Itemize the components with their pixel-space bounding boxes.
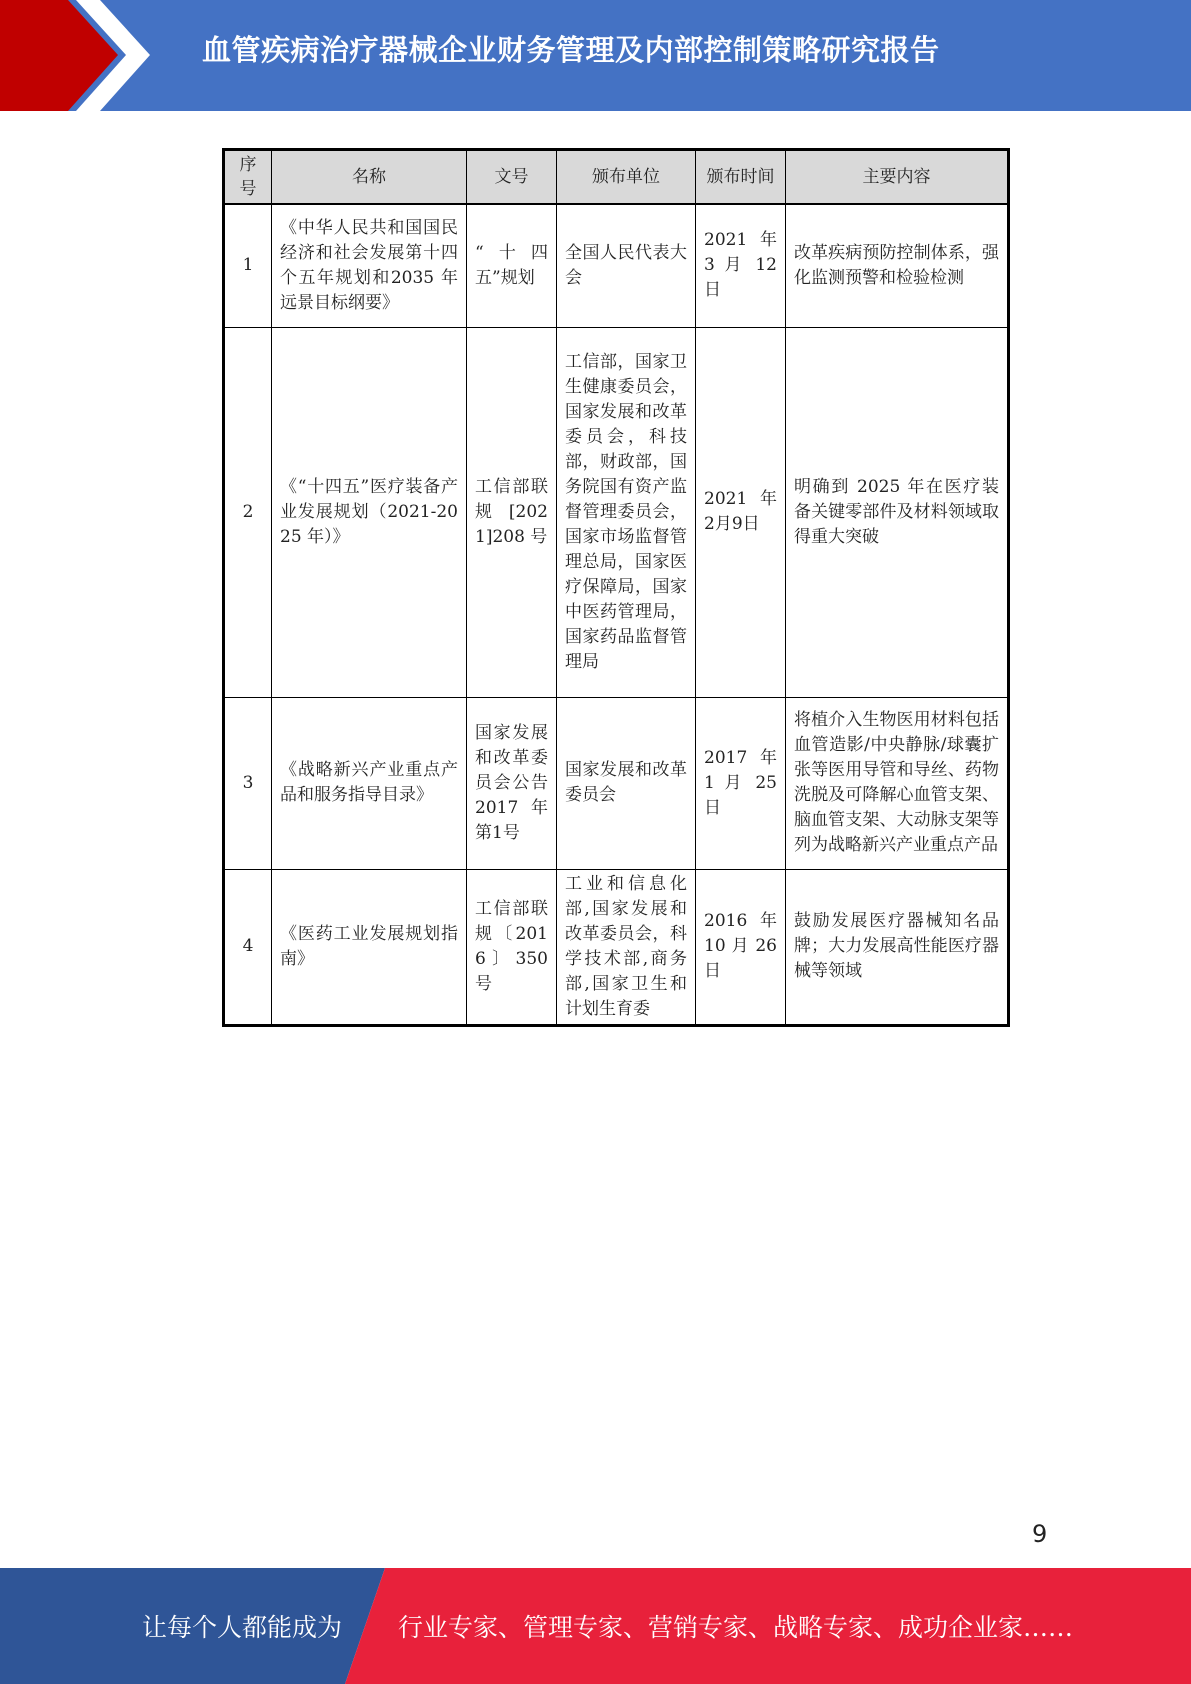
cell-date: 2016 年 10 月 26 日: [696, 869, 786, 1025]
cell-content: 明确到 2025 年在医疗装备关键零部件及材料领域取得重大突破: [786, 327, 1009, 697]
header-index: 序号: [224, 150, 272, 205]
header-name: 名称: [272, 150, 467, 205]
cell-issuer: 工信部，国家卫生健康委员会，国家发展和改革委员会，科技部，财政部，国务院国有资产监督管理委员会，国家市场监督管理总局，国家医疗保障局，国家中医药管理局，国家药品监督管理局: [557, 327, 696, 697]
cell-date: 2021 年 3 月 12 日: [696, 204, 786, 327]
footer-slogan-right: 行业专家、管理专家、营销专家、战略专家、成功企业家……: [398, 1613, 1074, 1642]
cell-index: 2: [224, 327, 272, 697]
policy-table-container: [222, 148, 1007, 1027]
report-title: 血管疾病治疗器械企业财务管理及内部控制策略研究报告: [202, 33, 940, 67]
footer-slogan-left: 让每个人都能成为: [142, 1613, 343, 1642]
header-issuer: 颁布单位: [557, 150, 696, 205]
table-row: [224, 204, 1009, 327]
cell-issuer: 全国人民代表大会: [557, 204, 696, 327]
page-number: 9: [1032, 1520, 1048, 1548]
table-row: [224, 697, 1009, 869]
cell-date: 2017 年 1 月 25 日: [696, 697, 786, 869]
cell-issuer: 工业和信息化部,国家发展和改革委员会，科学技术部,商务部,国家卫生和计划生育委: [557, 869, 696, 1025]
cell-doc-no: 国家发展和改革委员会公告 2017 年第1号: [467, 697, 557, 869]
cell-name: 《中华人民共和国国民经济和社会发展第十四个五年规划和2035 年远景目标纲要》: [272, 204, 467, 327]
cell-content: 改革疾病预防控制体系，强化监测预警和检验检测: [786, 204, 1009, 327]
cell-doc-no: “十四五”规划: [467, 204, 557, 327]
cell-name: 《“十四五”医疗装备产业发展规划（2021-2025 年）》: [272, 327, 467, 697]
header-banner: [0, 0, 1191, 111]
cell-issuer: 国家发展和改革委员会: [557, 697, 696, 869]
cell-doc-no: 工信部联规〔2016〕350 号: [467, 869, 557, 1025]
cell-content: 鼓励发展医疗器械知名品牌；大力发展高性能医疗器械等领域: [786, 869, 1009, 1025]
footer-banner: [0, 1568, 1191, 1684]
cell-name: 《战略新兴产业重点产品和服务指导目录》: [272, 697, 467, 869]
cell-content: 将植介入生物医用材料包括血管造影/中央静脉/球囊扩张等医用导管和导丝、药物洗脱及可降解心血管支架、脑血管支架、大动脉支架等列为战略新兴产业重点产品: [786, 697, 1009, 869]
header-doc-no: 文号: [467, 150, 557, 205]
cell-index: 4: [224, 869, 272, 1025]
table-row: [224, 869, 1009, 1025]
table-header-row: [224, 150, 1009, 205]
header-date: 颁布时间: [696, 150, 786, 205]
cell-doc-no: 工信部联规[2021]208 号: [467, 327, 557, 697]
cell-index: 1: [224, 204, 272, 327]
policy-table: [222, 148, 1010, 1027]
header-content: 主要内容: [786, 150, 1009, 205]
table-row: [224, 327, 1009, 697]
cell-index: 3: [224, 697, 272, 869]
cell-name: 《医药工业发展规划指南》: [272, 869, 467, 1025]
cell-date: 2021 年 2月9日: [696, 327, 786, 697]
